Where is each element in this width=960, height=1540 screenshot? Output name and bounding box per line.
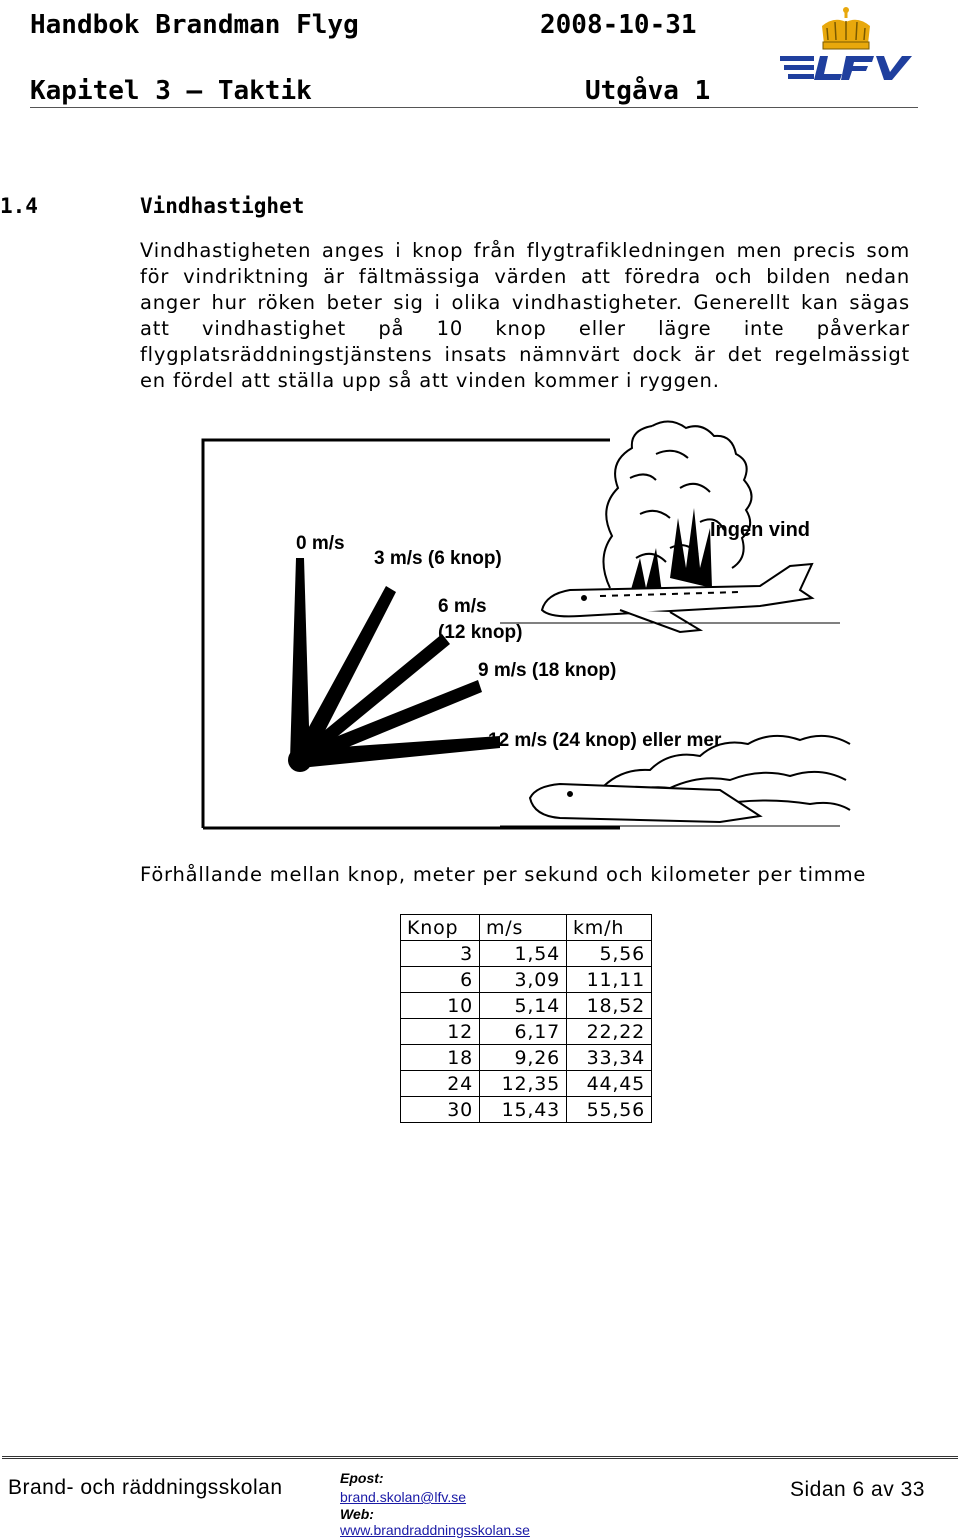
section-title: Vindhastighet — [140, 194, 305, 218]
label-ingen-vind: Ingen vind — [710, 519, 810, 541]
crown-icon — [822, 7, 870, 49]
paragraph-line: för vindriktning är fältmässiga värden att föredra och bilden nedan — [140, 265, 910, 288]
cell-knop: 24 — [401, 1071, 480, 1097]
table-row — [401, 993, 652, 1019]
cell-kmh: 55,56 — [567, 1097, 652, 1123]
footer-web-label: Web: — [340, 1506, 374, 1522]
cell-knop: 18 — [401, 1045, 480, 1071]
wind-smoke-figure — [200, 418, 860, 838]
footer-email-label: Epost: — [340, 1470, 384, 1486]
table-row — [401, 1045, 652, 1071]
cell-kmh: 11,11 — [567, 967, 652, 993]
footer-email-link[interactable]: brand.skolan@lfv.se — [340, 1489, 467, 1505]
footer-web-link[interactable]: www.brandraddningsskolan.se — [340, 1522, 530, 1538]
cell-kmh: 44,45 — [567, 1071, 652, 1097]
paragraph-line: anger hur röken beter sig i olika vindhastigheter. Generellt kan sägas — [140, 291, 910, 314]
cell-kmh: 22,22 — [567, 1019, 652, 1045]
column-header-ms: m/s — [480, 915, 567, 941]
label-6ms: 6 m/s — [438, 596, 487, 617]
wedge-0ms — [290, 558, 310, 760]
cell-knop: 6 — [401, 967, 480, 993]
paragraph-line: flygplatsräddningstjänstens insats nämnvärt dock är det regelmässigt — [140, 343, 910, 366]
table-row — [401, 967, 652, 993]
flames-icon — [630, 508, 712, 593]
cell-ms: 6,17 — [480, 1019, 567, 1045]
cell-ms: 1,54 — [480, 941, 567, 967]
table-row — [401, 1019, 652, 1045]
cell-kmh: 5,56 — [567, 941, 652, 967]
cell-ms: 12,35 — [480, 1071, 567, 1097]
lfv-logo — [776, 4, 916, 86]
cell-knop: 12 — [401, 1019, 480, 1045]
cell-ms: 9,26 — [480, 1045, 567, 1071]
paragraph-line: att vindhastighet på 10 knop eller lägre inte påverkar — [140, 317, 910, 340]
cell-knop: 10 — [401, 993, 480, 1019]
table-row — [401, 941, 652, 967]
cell-kmh: 18,52 — [567, 993, 652, 1019]
cell-ms: 3,09 — [480, 967, 567, 993]
cell-ms: 5,14 — [480, 993, 567, 1019]
lfv-wordmark — [780, 56, 912, 80]
cell-kmh: 33,34 — [567, 1045, 652, 1071]
section-paragraph — [140, 238, 910, 394]
document-title: Handbok Brandman Flyg — [30, 10, 359, 40]
paragraph-line: Vindhastigheten anges i knop från flygtrafikledningen men precis som — [140, 239, 910, 262]
document-date: 2008-10-31 — [540, 10, 697, 40]
chapter-title: Kapitel 3 — Taktik — [30, 76, 312, 106]
figure-frame — [203, 440, 610, 828]
page-number: Sidan 6 av 33 — [790, 1478, 925, 1501]
table-caption: Förhållande mellan knop, meter per sekund och kilometer per timme — [140, 863, 867, 886]
label-0ms: 0 m/s — [296, 533, 345, 554]
table-header-row — [401, 915, 652, 941]
edition-label: Utgåva 1 — [585, 76, 711, 106]
footer-organization: Brand- och räddningsskolan — [8, 1476, 283, 1499]
header-divider — [30, 107, 918, 108]
cell-knop: 30 — [401, 1097, 480, 1123]
label-12ms: 12 m/s (24 knop) eller mer — [488, 730, 722, 751]
table-row — [401, 1097, 652, 1123]
section-number: 1.4 — [0, 194, 38, 218]
cell-ms: 15,43 — [480, 1097, 567, 1123]
aircraft-lower-icon — [530, 784, 760, 822]
label-3ms: 3 m/s (6 knop) — [374, 548, 502, 569]
footer-divider — [2, 1456, 958, 1459]
conversion-table — [400, 914, 652, 1123]
paragraph-line: en fördel att ställa upp så att vinden kommer i ryggen. — [140, 369, 720, 392]
wind-direction-wedges — [288, 558, 500, 772]
column-header-knop: Knop — [401, 915, 480, 941]
label-9ms: 9 m/s (18 knop) — [478, 660, 617, 681]
cell-knop: 3 — [401, 941, 480, 967]
table-row — [401, 1071, 652, 1097]
label-6ms-knop: (12 knop) — [438, 622, 523, 643]
column-header-kmh: km/h — [567, 915, 652, 941]
